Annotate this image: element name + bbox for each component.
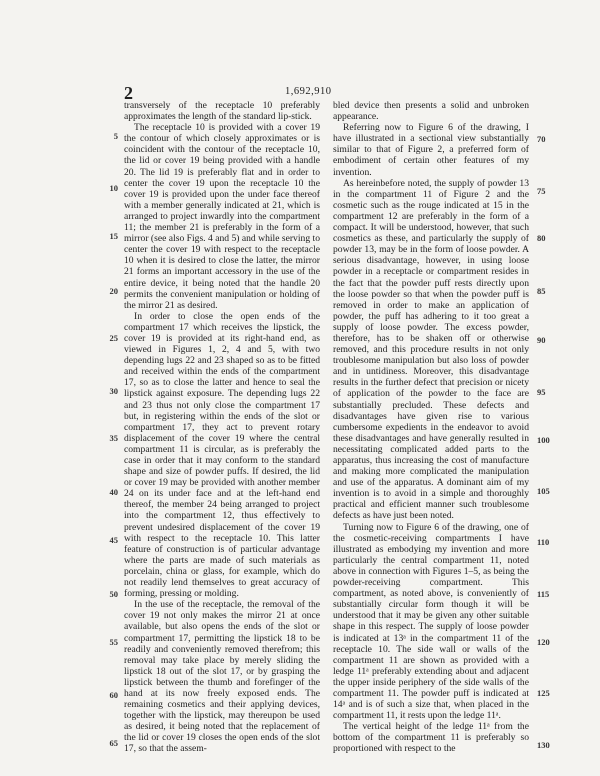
patent-number: 1,692,910 — [285, 86, 332, 97]
line-number: 70 — [537, 134, 546, 144]
line-number: 35 — [109, 433, 118, 443]
page-number: 2 — [124, 83, 133, 103]
left-paragraph-3: In order to close the open ends of the compartment 17 which receives the lipstick, the cover 19 is provided at its right-hand end, as viewed in Figures 1, 2, 4 and 5, with two depending lugs 22 and 23 shaped so as to be fitted and received within the ends of the compartment 17, so as to close the latter and hence to seal the lipstick against exposure. The depending lugs 22 and 23 thus not only close the compartment 17 but, in registering within the ends of the slot or compartment 17, they act to prevent rotary displacement of the cover 19 where the central compartment 11 is circular, as is preferably the case in order that it may conform to the standard shape and size of powder puffs. If desired, the lid or cover 19 may be provided with another member 24 on its under face and at the left-hand end thereof, the member 24 being arranged to project into the compartment 12, thus effectively to prevent undesired displacement of the cover 19 with respect to the receptacle 10. This latter feature of construction is of particular advantage where the parts are made of such materials as porcelain, china or glass, for example, which do not readily lend themselves to great accuracy of forming, pressing or molding. — [124, 310, 320, 600]
line-number: 60 — [109, 690, 118, 700]
right-paragraph-5: The vertical height of the ledge 11ᵃ from the bottom of the compartment 11 is preferably so proportioned with respect to the — [333, 721, 529, 755]
right-paragraph-3: As hereinbefore noted, the supply of powder 13 in the compartment 11 of Figure 2 and the cosmetic such as the rouge indicated at 15 in the compartment 12 are preferably in the form of a compact. It will be understood, however, that such cosmetics as these, and particularly the supply of powder 13, may be in the form of loose powder. A serious disadvantage, however, in using loose powder in a receptacle or compartment resides in the fact that the powder puff rests directly upon the loose powder so that when the powder puff is removed in order to make an application of powder, the puff has adhering to it too great a supply of loose powder. The excess powder, therefore, has to be shaken off or otherwise removed, and this procedure results in not only troublesome manipulation but also loss of powder and in untidiness. Moreover, this disadvantage results in the further defect that precision or nicety of application of the powder to the face are substantially precluded. These defects and disadvantages have given rise to various cumbersome expedients in the endeavor to avoid these disadvantages and have generally resulted in necessitating complicated added parts to the apparatus, thus increasing the cost of manufacture and making more complicated the manipulation and use of the apparatus. A dominant aim of my invention is to avoid in a simple and thoroughly practical and efficient manner such troublesome defects as have just been noted. — [333, 177, 529, 522]
line-number: 85 — [537, 286, 546, 296]
line-number: 20 — [109, 286, 118, 296]
line-number: 75 — [537, 186, 546, 196]
line-number: 30 — [109, 386, 118, 396]
left-paragraph-1: transversely of the receptacle 10 preferably approximates the length of the standard lip-stick. — [124, 100, 320, 123]
line-number: 100 — [537, 435, 550, 445]
line-number: 45 — [109, 535, 118, 545]
left-paragraph-4: In the use of the receptacle, the removal of the cover 19 not only makes the mirror 21 at once available, but also opens the ends of the slot or compartment 17, permitting the lipstick 18 to be readily and conveniently removed therefrom; this removal may take place by merely sliding the lipstick 18 out of the slot 17, or by grasping the lipstick between the thumb and forefinger of the hand at its now freely exposed ends. The remaining cosmetics and their applying devices, together with the lipstick, may thereupon be used as desired, it being noted that the replacement of the lid or cover 19 closes the open ends of the slot 17, so that the assem- — [124, 599, 320, 755]
line-number: 115 — [537, 589, 550, 599]
line-number: 120 — [537, 637, 550, 647]
line-number: 130 — [537, 740, 550, 750]
right-paragraph-2: Referring now to Figure 6 of the drawing, I have illustrated in a sectional view substantially similar to that of Figure 2, a preferred form of embodiment of certain other features of my invention. — [333, 122, 529, 178]
line-number: 10 — [109, 183, 118, 193]
line-number: 40 — [109, 487, 118, 497]
line-number: 105 — [537, 486, 550, 496]
line-number: 80 — [537, 233, 546, 243]
left-paragraph-2: The receptacle 10 is provided with a cover 19 the contour of which closely approximates or is coincident with the contour of the receptacle 10, the lid or cover 19 being provided with a handle 20. The lid 19 is preferably flat and in order to center the cover 19 upon the receptacle 10 the cover 19 is provided upon the under face thereof with a member generally indicated at 21, which is arranged to project inwardly into the compartment 11; the member 21 is preferably in the form of a mirror (see also Figs. 4 and 5) and while serving to center the cover 19 with respect to the receptacle 10 when it is desired to close the latter, the mirror 21 forms an important accessory in the use of the entire device, it being noted that the handle 20 permits the convenient manipulation or holding of the mirror 21 as desired. — [124, 122, 320, 311]
line-number: 95 — [537, 387, 546, 397]
left-text-column — [124, 100, 320, 755]
line-number: 15 — [109, 231, 118, 241]
line-number: 125 — [537, 688, 550, 698]
line-number: 25 — [109, 333, 118, 343]
right-paragraph-4: Turning now to Figure 6 of the drawing, one of the cosmetic-receiving compartments I have illustrated as embodying my invention and more particularly the central compartment 11, noted above in connection with Figures 1–5, as being the powder-receiving compartment. This compartment, as noted above, is conveniently of substantially circular form though it will be understood that it may be given any other suitable shape in this respect. The supply of loose powder is indicated at 13ᵃ in the compartment 11 of the receptacle 10. The side wall or walls of the compartment 11 are shown as provided with a ledge 11ᵃ preferably extending about and adjacent the upper inside periphery of the side walls of the compartment 11. The powder puff is indicated at 14ᵃ and is of such a size that, when placed in the compartment 11, it rests upon the ledge 11ᵃ. — [333, 521, 529, 722]
right-text-column — [333, 100, 529, 755]
line-number: 90 — [537, 335, 546, 345]
line-number: 5 — [113, 131, 118, 141]
line-number: 50 — [109, 589, 118, 599]
right-paragraph-1: bled device then presents a solid and unbroken appearance. — [333, 100, 529, 123]
line-number: 110 — [537, 537, 550, 547]
line-number: 55 — [109, 637, 118, 647]
line-number: 65 — [109, 738, 118, 748]
